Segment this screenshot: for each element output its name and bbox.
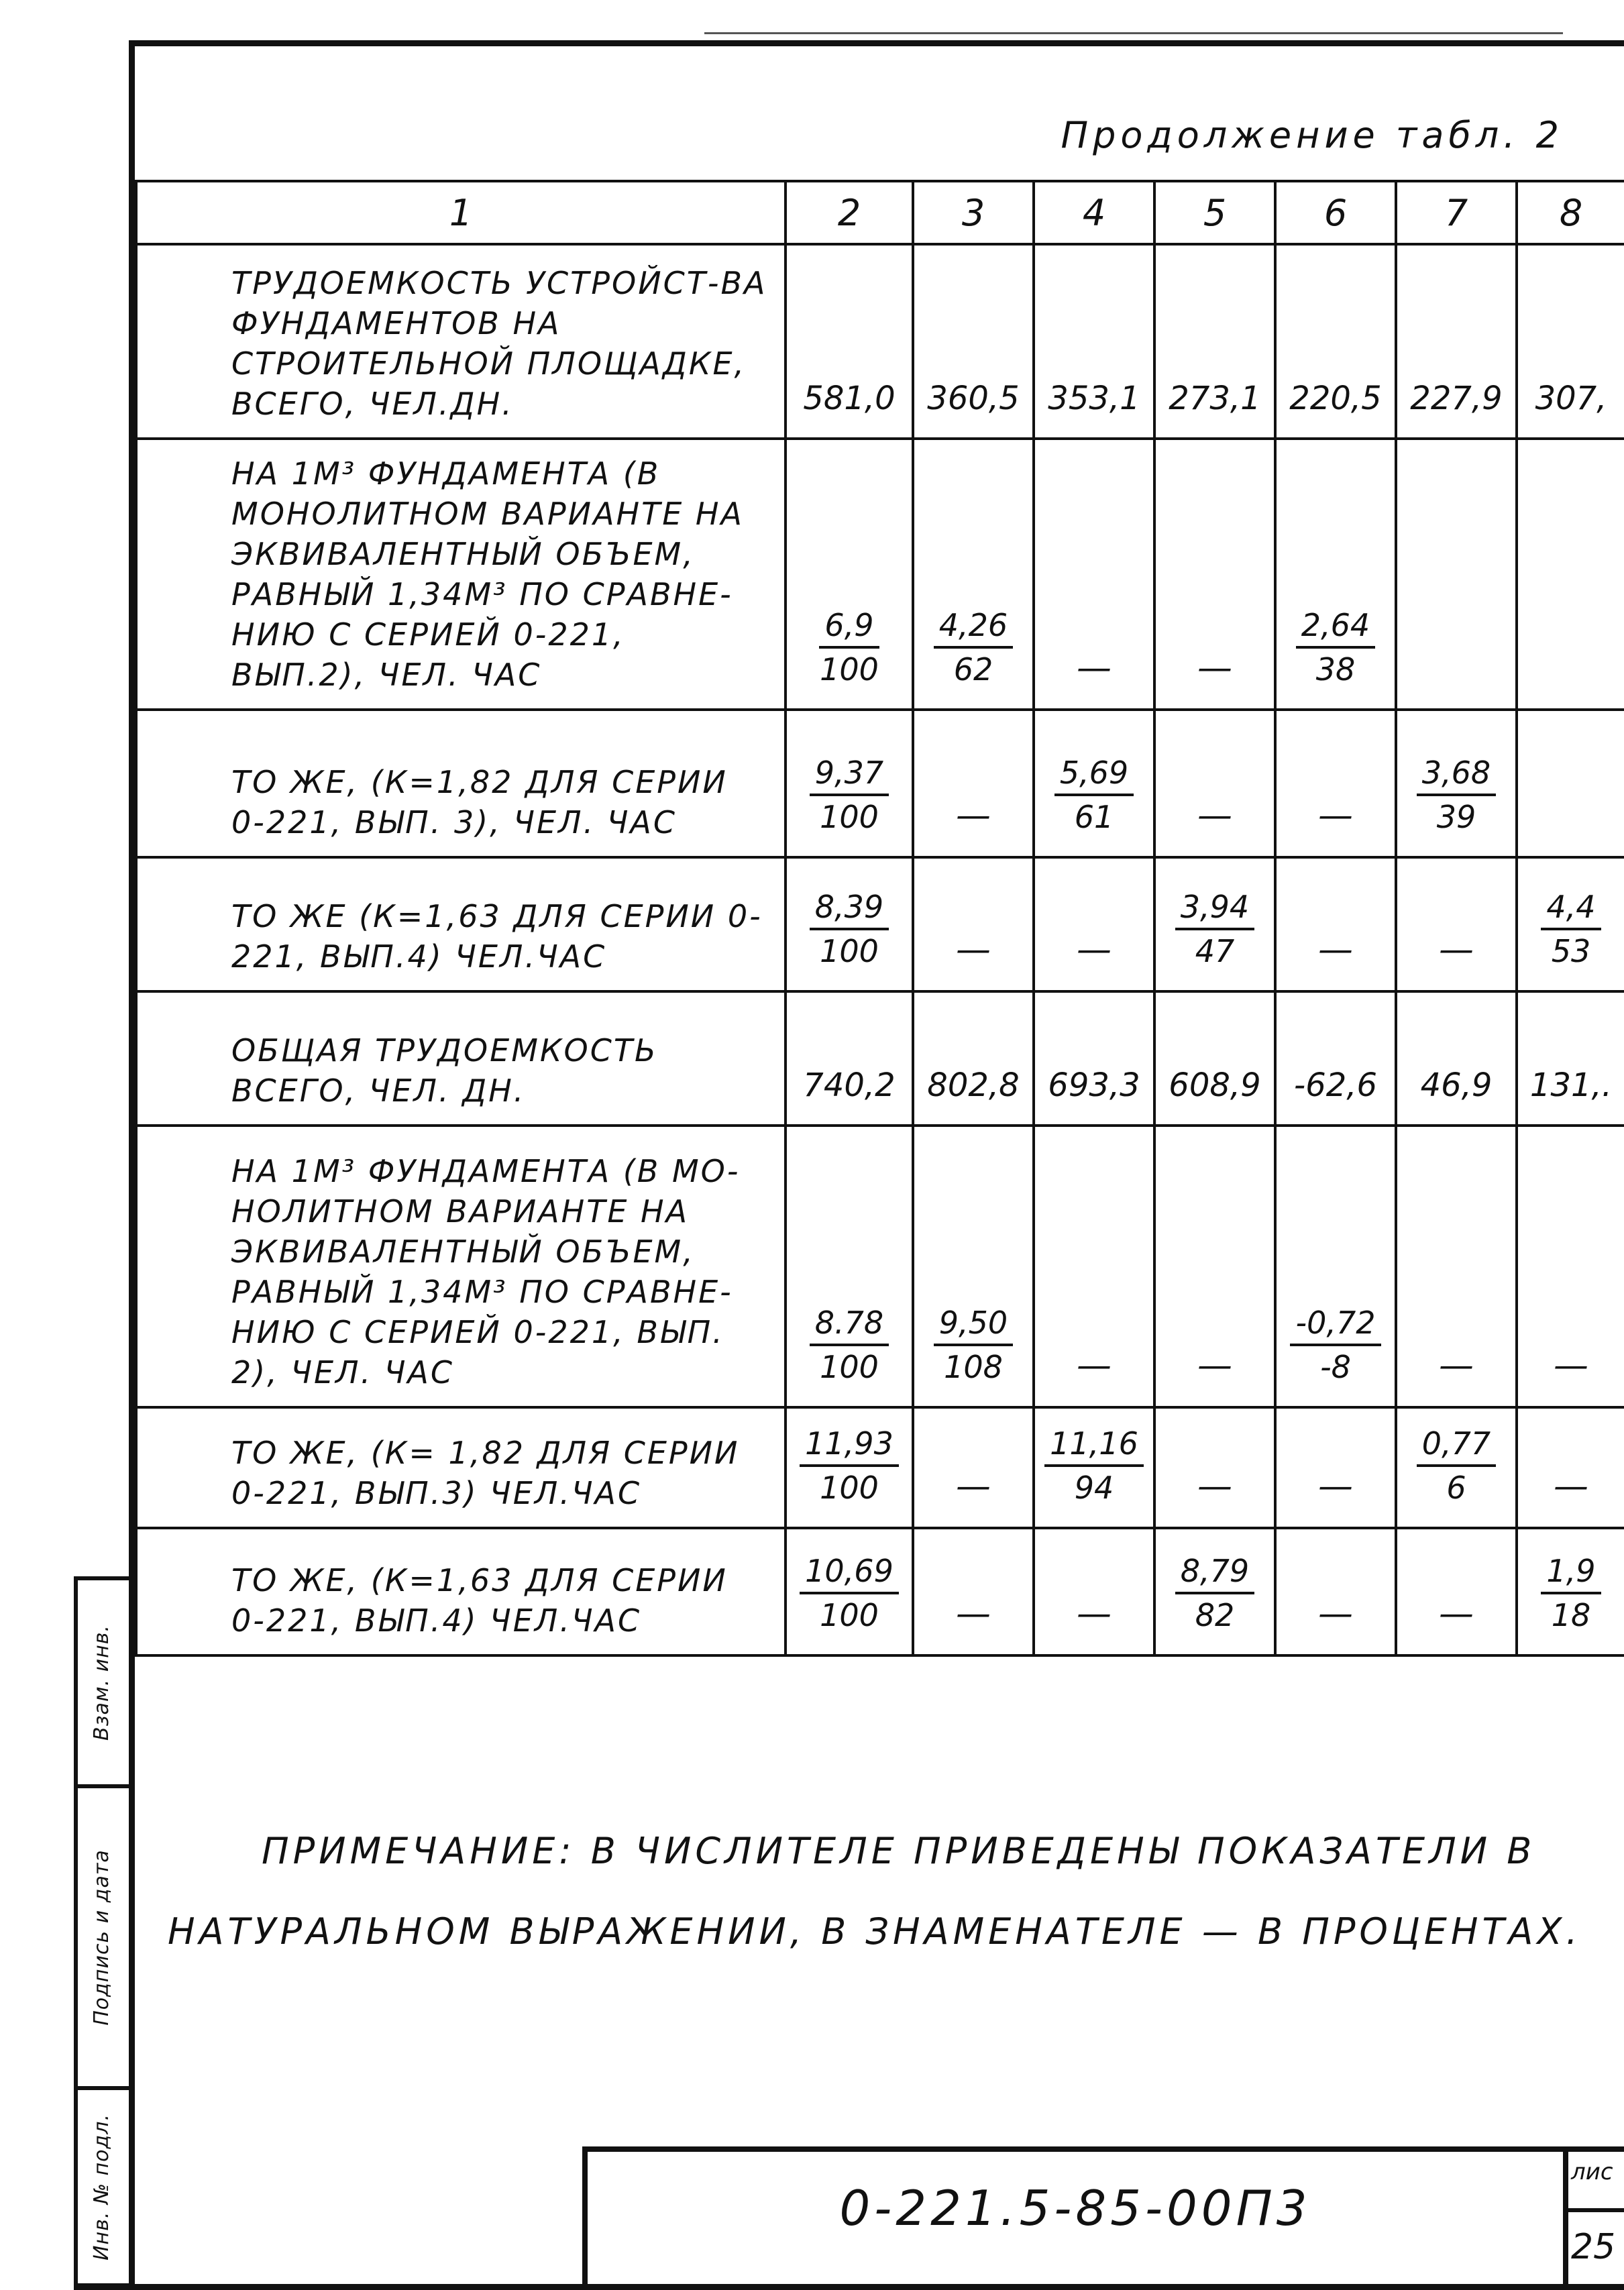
numerator: 9,37: [810, 755, 889, 796]
numerator: 5,69: [1054, 755, 1134, 796]
numerator: 11,93: [800, 1425, 899, 1467]
value-cell: [786, 857, 913, 991]
table-row: [136, 991, 1624, 1126]
cell-value: 608,9: [1169, 1067, 1261, 1104]
fraction-value: [1175, 889, 1254, 969]
numerator: 2,64: [1296, 607, 1375, 649]
value-cell: [1275, 1407, 1396, 1528]
column-header: 2: [786, 181, 913, 244]
numerator: 9,50: [934, 1305, 1013, 1346]
value-cell: [1275, 1528, 1396, 1655]
numerator: 3,68: [1417, 755, 1496, 796]
value-cell: [1517, 710, 1624, 857]
value-cell: [1517, 244, 1624, 439]
fraction-value: [800, 1425, 899, 1506]
value-cell: [786, 1528, 913, 1655]
numerator: 3,94: [1175, 889, 1254, 930]
cell-value: 693,3: [1048, 1067, 1140, 1104]
denominator: 6: [1446, 1470, 1466, 1506]
numerator: 4,26: [934, 607, 1013, 649]
cell-value: -62,6: [1293, 1067, 1378, 1104]
fraction-value: [1417, 755, 1496, 835]
empty-dash: —: [1197, 1346, 1232, 1386]
frame-left-border: [129, 42, 135, 2290]
value-cell: [1517, 1407, 1624, 1528]
value-cell: [1396, 244, 1517, 439]
stamp-sign-date: Подпись и дата: [89, 1849, 113, 2026]
value-cell: [1396, 857, 1517, 991]
empty-dash: —: [1318, 1466, 1353, 1507]
document-code: 0-221.5-85-00П3: [839, 2180, 1311, 2236]
value-cell: [1275, 857, 1396, 991]
denominator: 100: [820, 933, 879, 969]
value-cell: [786, 1126, 913, 1407]
denominator: -8: [1320, 1349, 1351, 1385]
column-header: 7: [1396, 181, 1517, 244]
value-cell: [1154, 439, 1275, 710]
value-cell: [1275, 991, 1396, 1126]
value-cell: [1154, 710, 1275, 857]
fraction-value: [1541, 889, 1601, 969]
row-description: ТРУДОЕМКОСТЬ УСТРОЙСТ-ВА ФУНДАМЕНТОВ НА СТРОИТЕЛЬНОЙ ПЛОЩАДКЕ, ВСЕГО, ЧЕЛ.ДН.: [136, 244, 786, 439]
value-cell: [1517, 1126, 1624, 1407]
value-cell: [1517, 991, 1624, 1126]
value-cell: [1034, 439, 1154, 710]
value-cell: [786, 710, 913, 857]
table-row: [136, 1528, 1624, 1655]
value-cell: [1154, 1528, 1275, 1655]
value-cell: [786, 991, 913, 1126]
empty-dash: —: [1554, 1466, 1588, 1507]
value-cell: [1396, 991, 1517, 1126]
fraction-value: [819, 607, 879, 688]
value-cell: [1154, 991, 1275, 1126]
fraction-value: [934, 1305, 1013, 1385]
denominator: 47: [1195, 933, 1235, 969]
row-description: ТО ЖЕ (К=1,63 ДЛЯ СЕРИИ 0-221, ВЫП.4) ЧЕЛ.ЧАС: [136, 857, 786, 991]
sheet-label: лис: [1571, 2159, 1613, 2185]
value-cell: [1034, 991, 1154, 1126]
numerator: 8,39: [810, 889, 889, 930]
empty-dash: —: [956, 930, 991, 970]
footnote-line-1: ПРИМЕЧАНИЕ: В ЧИСЛИТЕЛЕ ПРИВЕДЕНЫ ПОКАЗАТЕЛИ В: [262, 1830, 1536, 1872]
cell-value: 227,9: [1410, 380, 1503, 417]
frame-top-thin-line: [704, 32, 1563, 34]
value-cell: [1275, 710, 1396, 857]
value-cell: [1034, 857, 1154, 991]
cell-value: 581,0: [803, 380, 896, 417]
value-cell: [1034, 1528, 1154, 1655]
table-body: [136, 244, 1624, 1655]
empty-dash: —: [956, 796, 991, 836]
value-cell: [1275, 439, 1396, 710]
denominator: 38: [1315, 651, 1356, 688]
cell-value: 353,1: [1048, 380, 1140, 417]
value-cell: [1034, 710, 1154, 857]
column-header: 5: [1154, 181, 1275, 244]
table-caption: Продолжение табл. 2: [1061, 114, 1564, 156]
value-cell: [1275, 244, 1396, 439]
value-cell: [913, 991, 1034, 1126]
frame-top-border: [129, 40, 1624, 46]
denominator: 100: [820, 1597, 879, 1633]
fraction-value: [1417, 1425, 1496, 1506]
empty-dash: —: [1197, 648, 1232, 688]
value-cell: [913, 439, 1034, 710]
empty-dash: —: [1318, 930, 1353, 970]
column-header: 6: [1275, 181, 1396, 244]
cell-value: 307,: [1535, 380, 1607, 417]
value-cell: [1154, 857, 1275, 991]
denominator: 82: [1195, 1597, 1235, 1633]
footnote: [168, 1811, 1610, 1972]
value-cell: [1396, 439, 1517, 710]
row-description: ТО ЖЕ, (К=1,63 ДЛЯ СЕРИИ 0-221, ВЫП.4) ЧЕЛ.ЧАС: [136, 1528, 786, 1655]
value-cell: [1517, 1528, 1624, 1655]
column-header: 8: [1517, 181, 1624, 244]
data-table: [135, 180, 1624, 1657]
numerator: 6,9: [819, 607, 879, 649]
footnote-line-2: НАТУРАЛЬНОМ ВЫРАЖЕНИИ, В ЗНАМЕНАТЕЛЕ — В ПРОЦЕНТАХ.: [168, 1910, 1582, 1953]
fraction-value: [810, 755, 889, 835]
empty-dash: —: [1197, 1466, 1232, 1507]
column-header: 4: [1034, 181, 1154, 244]
cell-value: 46,9: [1420, 1067, 1493, 1104]
table-row: [136, 439, 1624, 710]
empty-dash: —: [1439, 1346, 1474, 1386]
header-row: [136, 181, 1624, 244]
denominator: 100: [820, 799, 879, 835]
table-row: [136, 710, 1624, 857]
cell-value: 131,.: [1529, 1067, 1613, 1104]
value-cell: [1034, 1126, 1154, 1407]
value-cell: [1517, 857, 1624, 991]
value-cell: [1154, 244, 1275, 439]
numerator: 11,16: [1044, 1425, 1144, 1467]
empty-dash: —: [956, 1594, 991, 1634]
denominator: 53: [1551, 933, 1591, 969]
cell-value: 740,2: [803, 1067, 896, 1104]
value-cell: [1396, 1407, 1517, 1528]
fraction-value: [1296, 607, 1375, 688]
empty-dash: —: [1439, 1594, 1474, 1634]
fraction-value: [810, 1305, 889, 1385]
row-description: ТО ЖЕ, (К= 1,82 ДЛЯ СЕРИИ 0-221, ВЫП.3) ЧЕЛ.ЧАС: [136, 1407, 786, 1528]
fraction-value: [934, 607, 1013, 688]
fraction-value: [1175, 1553, 1254, 1633]
empty-dash: —: [1439, 930, 1474, 970]
denominator: 94: [1074, 1470, 1114, 1506]
denominator: 100: [820, 651, 879, 688]
table-row: [136, 857, 1624, 991]
fraction-value: [1541, 1553, 1601, 1633]
cell-value: 220,5: [1289, 380, 1382, 417]
value-cell: [1034, 1407, 1154, 1528]
empty-dash: —: [1554, 1346, 1588, 1386]
cell-value: 802,8: [927, 1067, 1020, 1104]
row-description: ТО ЖЕ, (К=1,82 ДЛЯ СЕРИИ 0-221, ВЫП. 3), ЧЕЛ. ЧАС: [136, 710, 786, 857]
row-description: ОБЩАЯ ТРУДОЕМКОСТЬ ВСЕГО, ЧЕЛ. ДН.: [136, 991, 786, 1126]
fraction-value: [1054, 755, 1134, 835]
column-header: 1: [136, 181, 786, 244]
numerator: 0,77: [1417, 1425, 1496, 1467]
table-row: [136, 1407, 1624, 1528]
stamp-inv-replace: Взам. инв.: [89, 1624, 113, 1741]
empty-dash: —: [1318, 1594, 1353, 1634]
cell-value: 360,5: [927, 380, 1020, 417]
fraction-value: [1290, 1305, 1381, 1385]
value-cell: [1396, 1126, 1517, 1407]
value-cell: [913, 1528, 1034, 1655]
empty-dash: —: [1077, 1346, 1112, 1386]
cell-value: 273,1: [1169, 380, 1261, 417]
numerator: 4,4: [1541, 889, 1601, 930]
stamp-inv-orig: Инв. № подл.: [89, 2114, 113, 2260]
value-cell: [913, 1407, 1034, 1528]
empty-dash: —: [1318, 796, 1353, 836]
denominator: 108: [944, 1349, 1003, 1385]
value-cell: [1396, 1528, 1517, 1655]
value-cell: [913, 857, 1034, 991]
denominator: 61: [1074, 799, 1114, 835]
value-cell: [1034, 244, 1154, 439]
value-cell: [786, 439, 913, 710]
fraction-value: [1044, 1425, 1144, 1506]
numerator: 8,79: [1175, 1553, 1254, 1594]
row-description: НА 1М³ ФУНДАМЕНТА (В МО-НОЛИТНОМ ВАРИАНТЕ НА ЭКВИВАЛЕНТНЫЙ ОБЪЕМ, РАВНЫЙ 1,34М³ ПО СРАВНЕ-НИЮ С СЕРИЕЙ 0-221, ВЫП. 2), ЧЕЛ. ЧАС: [136, 1126, 786, 1407]
empty-dash: —: [1197, 796, 1232, 836]
denominator: 18: [1551, 1597, 1591, 1633]
table-row: [136, 1126, 1624, 1407]
empty-dash: —: [1077, 1594, 1112, 1634]
numerator: -0,72: [1290, 1305, 1381, 1346]
value-cell: [1154, 1126, 1275, 1407]
value-cell: [913, 1126, 1034, 1407]
value-cell: [1517, 439, 1624, 710]
value-cell: [786, 1407, 913, 1528]
numerator: 8.78: [810, 1305, 889, 1346]
denominator: 100: [820, 1349, 879, 1385]
value-cell: [913, 710, 1034, 857]
empty-dash: —: [956, 1466, 991, 1507]
empty-dash: —: [1077, 930, 1112, 970]
numerator: 10,69: [800, 1553, 899, 1594]
value-cell: [1275, 1126, 1396, 1407]
denominator: 100: [820, 1470, 879, 1506]
value-cell: [1154, 1407, 1275, 1528]
fraction-value: [810, 889, 889, 969]
sheet-number: 25: [1571, 2227, 1616, 2267]
fraction-value: [800, 1553, 899, 1633]
numerator: 1,9: [1541, 1553, 1601, 1594]
row-description: НА 1М³ ФУНДАМЕНТА (В МОНОЛИТНОМ ВАРИАНТЕ НА ЭКВИВАЛЕНТНЫЙ ОБЪЕМ, РАВНЫЙ 1,34М³ ПО СРАВНЕ-НИЮ С СЕРИЕЙ 0-221, ВЫП.2), ЧЕЛ. ЧАС: [136, 439, 786, 710]
empty-dash: —: [1077, 648, 1112, 688]
denominator: 39: [1436, 799, 1476, 835]
denominator: 62: [953, 651, 993, 688]
value-cell: [786, 244, 913, 439]
table-row: [136, 244, 1624, 439]
value-cell: [913, 244, 1034, 439]
value-cell: [1396, 710, 1517, 857]
column-header: 3: [913, 181, 1034, 244]
